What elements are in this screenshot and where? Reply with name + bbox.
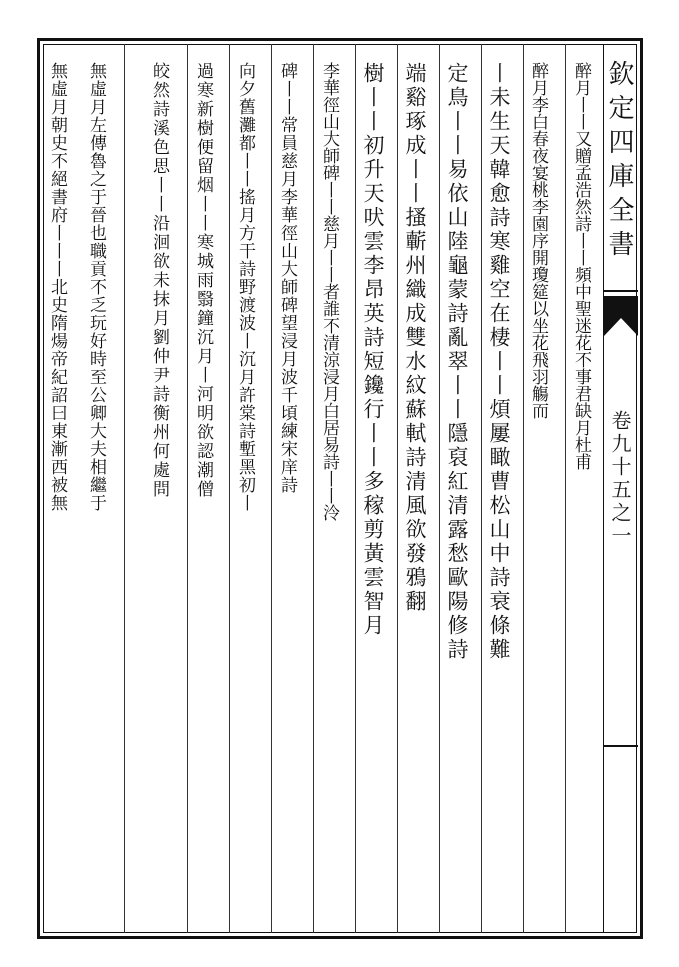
text-column-1: 醉月丨丨又贈孟浩然詩丨丨頻中聖迷花不事君缺月杜甫 — [571, 62, 591, 470]
text-column-11: 皎然詩溪色思丨丨沿洄欲未抹月劉仲尹詩衡州何處問 — [149, 62, 169, 499]
book-title: 欽定四庫全書 — [604, 60, 634, 264]
column-rule — [397, 44, 398, 933]
text-column-10: 過寒新樹便留烟丨丨寒城雨翳鐘沉月丨河明欲認潮僧 — [193, 62, 213, 499]
column-rule — [271, 44, 272, 933]
column-rule — [124, 44, 125, 933]
column-rule — [565, 44, 566, 933]
text-column-8: 碑丨丨常員慈月李華徑山大師碑望浸月波千頃練宋庠詩 — [277, 62, 297, 494]
text-column-2: 醉月李白春夜宴桃李園序開瓊筵以坐花飛羽觴而 — [528, 62, 548, 419]
column-rule — [439, 44, 440, 933]
column-rule — [313, 44, 314, 933]
text-column-3: 丨未生天韓愈詩寒雞空在棲丨丨煩屢瞰曹松山中詩衰條難 — [487, 62, 511, 662]
text-column-5: 端谿琢成丨丨搔蘄州織成雙水紋蘇軾詩清風欲發鴉翻 — [403, 62, 427, 614]
volume-label: 卷九十五之一 — [608, 410, 632, 548]
column-rule — [481, 44, 482, 933]
text-column-4: 定鳥丨丨易依山陸龜蒙詩亂翠丨丨隱裒紅清露愁歐陽修詩 — [445, 62, 469, 662]
text-column-6: 樹丨丨初升天吠雲李昂英詩短鑱行丨丨多稼剪黃雲智月 — [361, 62, 385, 638]
column-rule — [229, 44, 230, 933]
text-column-13: 無虛月左傳魯之于晉也職貢不乏玩好時至公卿大夫相繼于 — [86, 62, 106, 512]
margin-rule-top — [604, 290, 638, 292]
text-column-7: 李華徑山大師碑丨丨慈月丨丨者誰不清涼浸月白居易詩丨丨泠 — [319, 62, 339, 521]
column-rule — [187, 44, 188, 933]
text-column-9: 向夕舊灘都丨丨搖月方干詩野渡波丨沉月許棠詩塹黑初丨 — [235, 62, 255, 512]
column-rule — [523, 44, 524, 933]
column-rule — [355, 44, 356, 933]
text-column-14: 無虛月朝史不絕書府丨丨丨北史隋煬帝紀詔曰東漸西被無 — [47, 62, 67, 512]
margin-rule-bottom — [604, 745, 638, 747]
